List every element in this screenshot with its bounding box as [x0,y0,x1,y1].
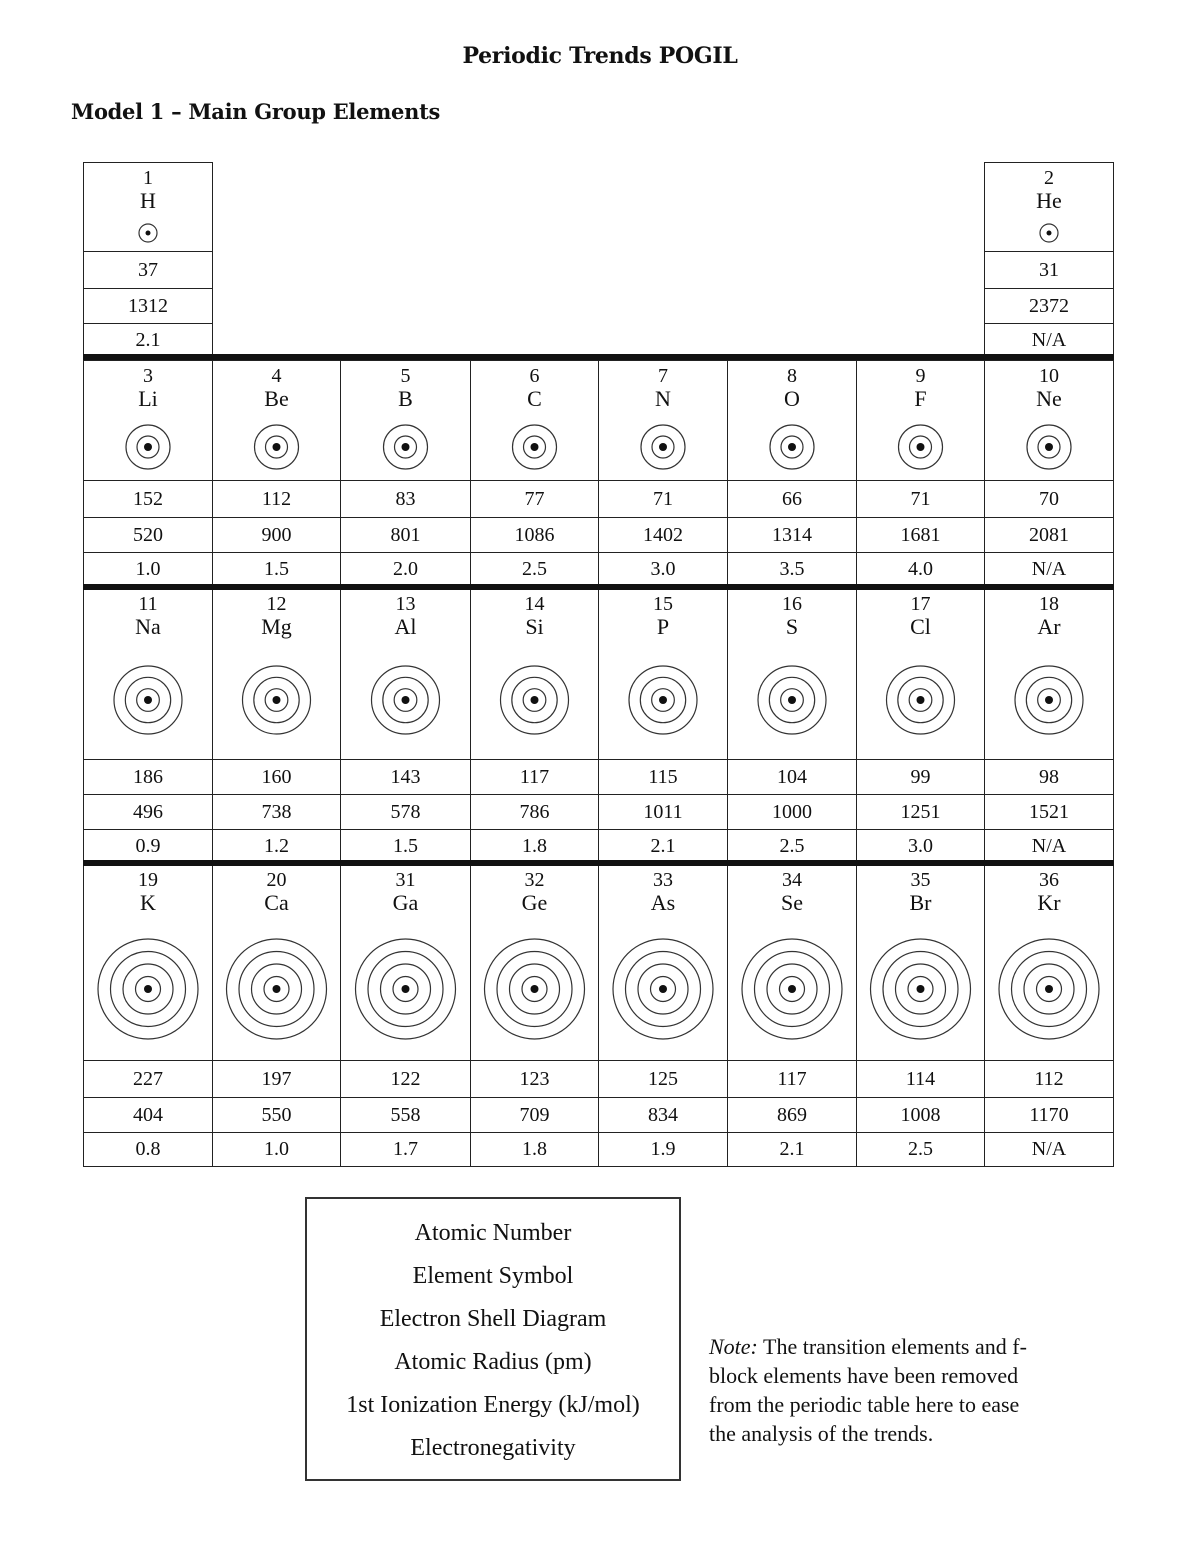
atomic-radius-value: 70 [984,480,1114,518]
ionization-energy-value: 404 [83,1097,213,1133]
nucleus-dot [788,443,796,451]
element-symbol: Si [525,614,544,639]
atomic-radius-value: 37 [83,251,213,289]
element-cell-li [83,360,213,481]
atomic-radius-value: 123 [470,1060,599,1098]
electronegativity-value: 3.0 [856,829,985,864]
atomic-number: 3 [143,365,153,387]
element-cell-n [598,360,728,481]
nucleus-dot [146,231,151,236]
electronegativity-value: 4.0 [856,552,985,587]
element-cell-ca [212,864,341,1061]
ionization-energy-value: 1402 [598,517,728,553]
ionization-energy-value: 1000 [727,794,857,830]
nucleus-dot [144,443,152,451]
element-symbol: F [914,386,927,411]
element-symbol: B [398,386,413,411]
nucleus-dot [1047,231,1052,236]
nucleus-dot [1045,443,1053,451]
element-symbol: Ge [521,890,548,915]
electron-shell-diagram [341,422,470,472]
ionization-energy-value: 1521 [984,794,1114,830]
element-cell-ar [984,588,1114,760]
atomic-number: 19 [138,869,158,891]
electronegativity-value: 1.5 [212,552,341,587]
nucleus-dot [273,985,281,993]
element-cell-he [984,162,1114,252]
nucleus-dot [402,696,410,704]
element-symbol: C [527,386,542,411]
atomic-radius-value: 66 [727,480,857,518]
atomic-radius-value: 83 [340,480,471,518]
atomic-number: 9 [915,365,926,387]
electron-shell-diagram [857,936,984,1042]
nucleus-dot [659,985,667,993]
ionization-energy-value: 1008 [856,1097,985,1133]
element-symbol: S [785,614,799,639]
ionization-energy-value: 1681 [856,517,985,553]
atomic-radius-value: 197 [212,1060,341,1098]
electron-shell-diagram [857,663,984,737]
nucleus-dot [531,985,539,993]
atomic-number: 31 [395,869,416,891]
electronegativity-value: 2.5 [727,829,857,864]
element-cell-mg [212,588,341,760]
atomic-radius-value: 71 [598,480,728,518]
document-title: Periodic Trends POGIL [462,43,738,69]
ionization-energy-value: 1011 [598,794,728,830]
electronegativity-value: 1.8 [470,829,599,864]
ionization-energy-value: 709 [470,1097,599,1133]
atomic-radius-value: 143 [340,759,471,795]
electron-shell-diagram [84,936,212,1042]
electronegativity-value: 1.8 [470,1132,599,1167]
ionization-energy-value: 1251 [856,794,985,830]
element-symbol: O [784,386,800,411]
nucleus-dot [917,443,925,451]
atomic-number: 13 [395,593,416,615]
atomic-radius-value: 186 [83,759,213,795]
atomic-radius-value: 152 [83,480,213,518]
atomic-number: 33 [653,869,673,891]
element-cell-ge [470,864,599,1061]
atomic-radius-value: 99 [856,759,985,795]
atomic-number: 1 [143,167,153,189]
nucleus-dot [659,443,667,451]
ionization-energy-value: 558 [340,1097,471,1133]
electron-shell-diagram [471,663,598,737]
electronegativity-value: 3.5 [727,552,857,587]
atomic-radius-value: 117 [470,759,599,795]
atomic-radius-value: 160 [212,759,341,795]
electronegativity-value: 0.9 [83,829,213,864]
electron-shell-diagram [985,221,1113,245]
element-symbol: As [650,890,676,915]
ionization-energy-value: 738 [212,794,341,830]
nucleus-dot [531,443,539,451]
atomic-radius-value: 104 [727,759,857,795]
note-paragraph [709,1332,1039,1448]
electron-shell-diagram [985,663,1113,737]
legend-atomic-radius: Atomic Radius (pm) [394,1349,592,1375]
nucleus-dot [273,443,281,451]
element-cell-kr [984,864,1114,1061]
period-separator [83,860,1114,866]
atomic-number: 20 [266,869,287,891]
electron-shell-diagram [985,936,1113,1042]
element-cell-al [340,588,471,760]
legend-element-symbol: Element Symbol [412,1263,574,1289]
electronegativity-value: 2.1 [727,1132,857,1167]
legend-electronegativity: Electronegativity [410,1435,576,1461]
atomic-radius-value: 31 [984,251,1114,289]
electron-shell-diagram [471,422,598,472]
model-heading: Model 1 – Main Group Elements [71,99,441,124]
atomic-radius-value: 114 [856,1060,985,1098]
element-cell-s [727,588,857,760]
atomic-radius-value: 115 [598,759,728,795]
element-cell-ne [984,360,1114,481]
element-symbol: Se [781,890,803,915]
nucleus-dot [1045,985,1053,993]
legend-key-box [305,1197,681,1481]
element-cell-si [470,588,599,760]
electronegativity-value: 2.1 [83,323,213,358]
atomic-number: 17 [910,593,931,615]
ionization-energy-value: 2081 [984,517,1114,553]
electron-shell-diagram [213,663,340,737]
atomic-number: 32 [524,869,545,891]
electron-shell-diagram [84,663,212,737]
atomic-number: 7 [658,365,668,387]
atomic-number: 14 [524,593,545,615]
element-cell-cl [856,588,985,760]
electronegativity-value: 2.5 [470,552,599,587]
electronegativity-value: 3.0 [598,552,728,587]
element-cell-se [727,864,857,1061]
electron-shell-diagram [599,936,727,1042]
electronegativity-value: 1.7 [340,1132,471,1167]
ionization-energy-value: 1314 [727,517,857,553]
legend-atomic-number: Atomic Number [414,1220,572,1246]
element-cell-c [470,360,599,481]
element-symbol: Cl [910,614,931,639]
atomic-number: 4 [271,365,282,387]
element-symbol: Kr [1037,890,1061,915]
atomic-number: 6 [529,365,540,387]
element-symbol: H [140,188,156,213]
nucleus-dot [531,696,539,704]
electronegativity-value: 1.5 [340,829,471,864]
atomic-number: 11 [138,593,158,615]
electronegativity-value: 1.0 [212,1132,341,1167]
electron-shell-diagram [84,422,212,472]
atomic-radius-value: 112 [212,480,341,518]
element-cell-na [83,588,213,760]
electron-shell-diagram [728,936,856,1042]
electronegativity-value: N/A [984,829,1114,864]
legend-electron-shell-diagram: Electron Shell Diagram [379,1306,607,1332]
element-cell-o [727,360,857,481]
element-symbol: N [655,386,671,411]
element-cell-be [212,360,341,481]
atomic-number: 15 [653,593,673,615]
ionization-energy-value: 834 [598,1097,728,1133]
element-symbol: P [656,614,670,639]
atomic-radius-value: 98 [984,759,1114,795]
nucleus-dot [273,696,281,704]
element-symbol: Li [138,386,158,411]
atomic-radius-value: 112 [984,1060,1114,1098]
atomic-radius-value: 117 [727,1060,857,1098]
nucleus-dot [917,696,925,704]
ionization-energy-value: 496 [83,794,213,830]
electronegativity-value: 2.0 [340,552,471,587]
electron-shell-diagram [213,936,340,1042]
electron-shell-diagram [84,221,212,245]
atomic-radius-value: 122 [340,1060,471,1098]
element-symbol: Al [394,614,417,639]
ionization-energy-value: 520 [83,517,213,553]
atomic-number: 2 [1044,167,1054,189]
nucleus-dot [917,985,925,993]
nucleus-dot [659,696,667,704]
element-symbol: K [140,890,156,915]
nucleus-dot [402,985,410,993]
ionization-energy-value: 801 [340,517,471,553]
nucleus-dot [144,985,152,993]
electron-shell-diagram [341,663,470,737]
atomic-radius-value: 125 [598,1060,728,1098]
element-cell-as [598,864,728,1061]
element-symbol: He [1036,188,1062,213]
electron-shell-diagram [985,422,1113,472]
electronegativity-value: 0.8 [83,1132,213,1167]
electron-shell-diagram [471,936,598,1042]
electron-shell-diagram [728,422,856,472]
ionization-energy-value: 869 [727,1097,857,1133]
ionization-energy-value: 900 [212,517,341,553]
period-separator [83,354,1114,360]
electron-shell-diagram [857,422,984,472]
electron-shell-diagram [728,663,856,737]
nucleus-dot [402,443,410,451]
period-separator [83,584,1114,590]
ionization-energy-value: 1312 [83,288,213,324]
electron-shell-diagram [341,936,470,1042]
atomic-number: 18 [1039,593,1059,615]
element-symbol: Ga [392,890,419,915]
nucleus-dot [144,696,152,704]
element-cell-ga [340,864,471,1061]
ionization-energy-value: 2372 [984,288,1114,324]
element-cell-h [83,162,213,252]
element-symbol: Ne [1036,386,1062,411]
ionization-energy-value: 1170 [984,1097,1114,1133]
electronegativity-value: N/A [984,1132,1114,1167]
atomic-radius-value: 77 [470,480,599,518]
note-label: Note: [709,1334,758,1359]
element-cell-p [598,588,728,760]
atomic-number: 5 [400,365,411,387]
element-cell-k [83,864,213,1061]
ionization-energy-value: 578 [340,794,471,830]
atomic-number: 35 [910,869,931,891]
element-cell-f [856,360,985,481]
electron-shell-diagram [599,663,727,737]
atomic-number: 8 [787,365,797,387]
electron-shell-diagram [599,422,727,472]
atomic-radius-value: 71 [856,480,985,518]
ionization-energy-value: 786 [470,794,599,830]
ionization-energy-value: 550 [212,1097,341,1133]
element-symbol: Ar [1037,614,1061,639]
electronegativity-value: 2.5 [856,1132,985,1167]
electronegativity-value: N/A [984,323,1114,358]
ionization-energy-value: 1086 [470,517,599,553]
atomic-radius-value: 227 [83,1060,213,1098]
atomic-number: 16 [782,593,802,615]
element-symbol: Be [264,386,289,411]
element-symbol: Ca [264,890,289,915]
element-symbol: Na [135,614,161,639]
note-text: The transition elements and f-block elements have been removed from the periodic table here to ease the analysis of the trends. [709,1334,1027,1446]
electronegativity-value: 1.2 [212,829,341,864]
electronegativity-value: N/A [984,552,1114,587]
atomic-number: 12 [266,593,287,615]
atomic-number: 34 [782,869,802,891]
element-symbol: Mg [261,614,292,639]
legend-ionization-energy: 1st Ionization Energy (kJ/mol) [346,1392,640,1418]
nucleus-dot [788,985,796,993]
atomic-number: 36 [1039,869,1059,891]
electronegativity-value: 1.9 [598,1132,728,1167]
element-cell-br [856,864,985,1061]
element-symbol: Br [909,890,932,915]
electronegativity-value: 2.1 [598,829,728,864]
nucleus-dot [788,696,796,704]
nucleus-dot [1045,696,1053,704]
atomic-number: 10 [1039,365,1059,387]
electronegativity-value: 1.0 [83,552,213,587]
element-cell-b [340,360,471,481]
electron-shell-diagram [213,422,340,472]
